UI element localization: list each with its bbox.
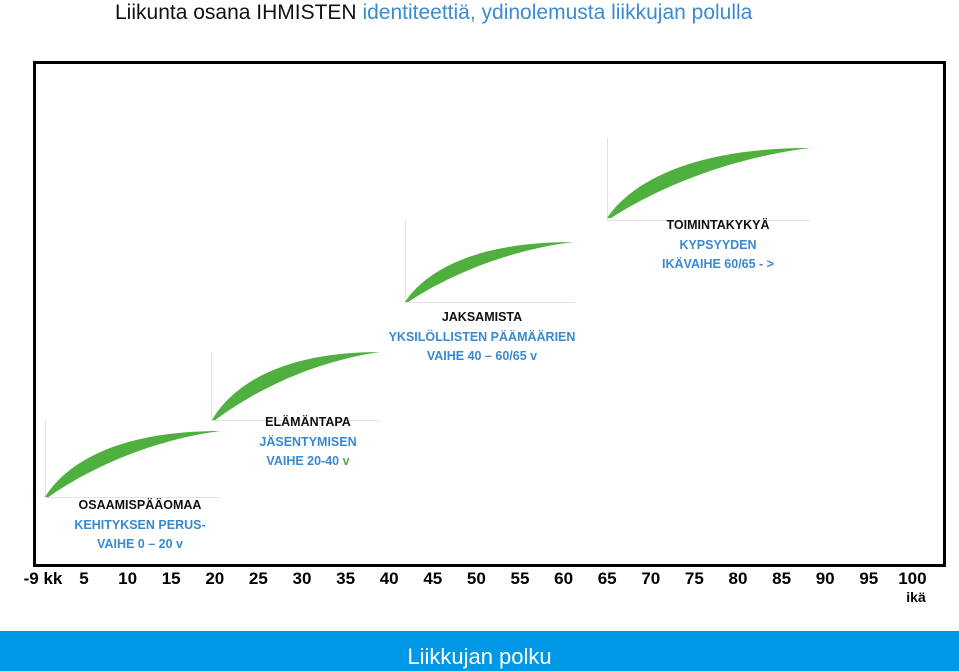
axis-tick-label: 40	[379, 569, 399, 588]
axis-tick-label: 45	[423, 569, 443, 588]
axis-tick-label: 10	[118, 569, 138, 588]
axis-tick-label: 55	[510, 569, 530, 588]
axis-tick-label: 35	[336, 569, 356, 588]
stage-title: OSAAMISPÄÄOMAA	[78, 498, 202, 512]
stage-title: JAKSAMISTA	[441, 310, 523, 324]
stage-subtitle: KEHITYKSEN PERUS-	[74, 517, 206, 532]
axis-tick-label: 15	[161, 569, 181, 588]
axis-tick-label: 80	[728, 569, 748, 588]
axis-tick-label: 5	[79, 569, 89, 588]
axis-tick-label: 60	[554, 569, 574, 588]
stage-phase: VAIHE 20-40	[266, 454, 340, 468]
stage-phase: IKÄVAIHE 60/65 - >	[662, 257, 774, 271]
axis-tick-label: 85	[772, 569, 792, 588]
axis-tick-label: -9 kk	[23, 569, 63, 588]
stage-subtitle: JÄSENTYMISEN	[259, 434, 357, 449]
axis-tick-label: 20	[205, 569, 225, 588]
title-lead: Liikunta osana IHMISTEN	[115, 1, 357, 24]
title-accent: identiteettiä, ydinolemusta liikkujan polulla	[362, 1, 753, 24]
stage-phase-line	[178, 452, 438, 472]
stage-label-2	[178, 413, 438, 472]
age-axis	[0, 568, 959, 590]
axis-tick-label: 30	[292, 569, 312, 588]
axis-tick-label: 25	[248, 569, 268, 588]
stage-label-4	[588, 216, 848, 275]
footer-label: Liikkujan polku	[407, 644, 552, 669]
stage-title: ELÄMÄNTAPA	[265, 415, 351, 429]
axis-tick-label: 50	[466, 569, 486, 588]
stage-4-curve	[607, 148, 810, 218]
axis-tick-label: 95	[859, 569, 879, 588]
stage-phase: VAIHE 40 – 60/65 v	[426, 349, 538, 363]
axis-tick-label: 90	[815, 569, 835, 588]
stage-label-3	[352, 308, 612, 367]
axis-tick-label: 70	[641, 569, 661, 588]
axis-tick-label: 75	[684, 569, 704, 588]
stage-subtitle: YKSILÖLLISTEN PÄÄMÄÄRIEN	[388, 329, 576, 344]
stage-3-curve	[405, 242, 573, 302]
stage-label-1	[10, 496, 270, 555]
axis-tick-label: 100	[898, 569, 927, 588]
axis-tick-label: 65	[597, 569, 617, 588]
stage-subtitle: KYPSYYDEN	[679, 237, 757, 252]
stage-phase: VAIHE 0 – 20 v	[97, 537, 183, 551]
footer-bar	[0, 631, 959, 671]
stage-phase-suffix: v	[342, 454, 350, 468]
stage-title: TOIMINTAKYKYÄ	[666, 218, 770, 232]
axis-unit-label: ikä	[906, 589, 926, 605]
